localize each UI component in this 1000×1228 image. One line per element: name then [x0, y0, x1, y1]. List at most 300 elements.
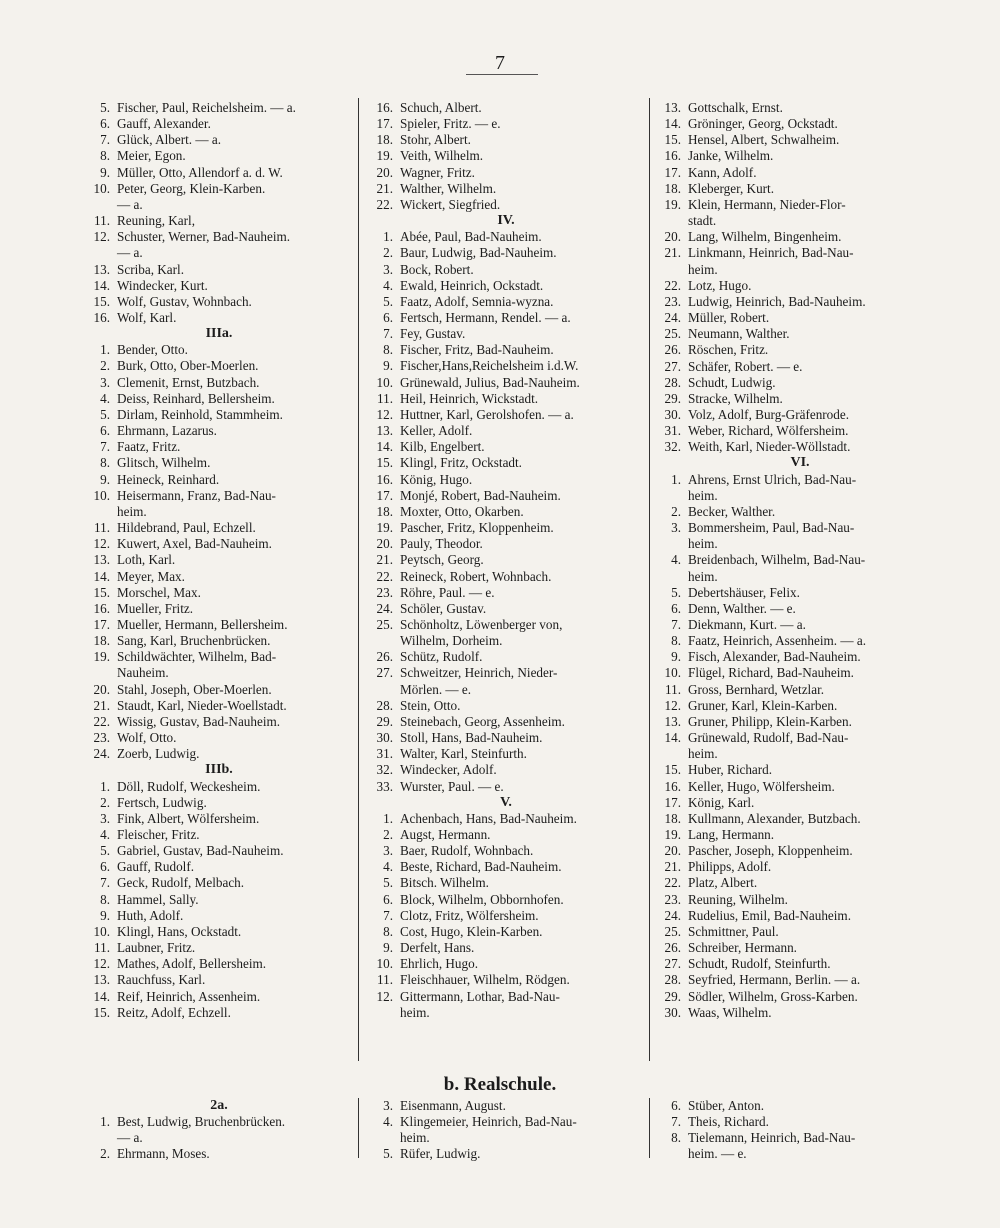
entry-text: Faatz, Adolf, Semnia-wyzna. — [400, 293, 554, 309]
entry-number: 6. — [671, 600, 681, 616]
entry-text: Bock, Robert. — [400, 261, 474, 277]
list-entry — [84, 1146, 354, 1162]
entry-number: 5. — [383, 1146, 393, 1162]
entry-text: Morschel, Max. — [117, 584, 201, 600]
list-entry — [84, 1005, 354, 1021]
entry-number: 4. — [100, 390, 110, 406]
entry-number: 8. — [383, 342, 393, 358]
list-entry — [655, 601, 945, 617]
entry-text: Fertsch, Hermann, Rendel. — a. — [400, 310, 571, 326]
list-entry — [84, 278, 354, 294]
entry-number: 18. — [376, 503, 393, 519]
entry-text: Hildebrand, Paul, Echzell. — [117, 520, 256, 536]
entry-text: Platz, Albert. — [688, 875, 758, 891]
list-entry — [84, 439, 354, 455]
entry-text: Veith, Wilhelm. — [400, 148, 484, 164]
entry-number: 3. — [100, 374, 110, 390]
entry-text: Peytsch, Georg. — [400, 552, 484, 568]
entry-text: Döll, Rudolf, Weckesheim. — [117, 778, 261, 794]
list-entry — [655, 423, 945, 439]
entry-continuation: heim. — [688, 568, 718, 584]
list-entry — [655, 181, 945, 197]
entry-text: Kleberger, Kurt. — [688, 180, 775, 196]
list-entry — [367, 1146, 645, 1162]
entry-number: 15. — [93, 1004, 110, 1020]
entry-text: König, Karl. — [688, 794, 755, 810]
entry-text: Rüfer, Ludwig. — [400, 1146, 481, 1162]
list-entry — [655, 342, 945, 358]
entry-text: Ehrmann, Moses. — [117, 1146, 210, 1162]
entry-continuation: heim. — [400, 1130, 430, 1146]
list-entry — [655, 682, 945, 698]
entry-number: 5. — [671, 584, 681, 600]
entry-text: Schildwächter, Wilhelm, Bad- — [117, 649, 277, 665]
list-entry — [84, 779, 354, 795]
list-entry — [84, 924, 354, 940]
entry-number: 10. — [93, 923, 110, 939]
entry-text: Debertshäuser, Felix. — [688, 584, 800, 600]
entry-continuation: stadt. — [688, 213, 717, 229]
entry-number: 17. — [376, 116, 393, 132]
list-entry — [367, 197, 645, 213]
entry-text: Faatz, Heinrich, Assenheim. — a. — [688, 633, 866, 649]
list-entry — [367, 649, 645, 665]
entry-number: 13. — [376, 423, 393, 439]
entry-number: 22. — [376, 568, 393, 584]
list-entry — [367, 924, 645, 940]
list-entry — [84, 165, 354, 181]
entry-number: 12. — [93, 536, 110, 552]
list-entry — [367, 956, 645, 972]
entry-text: Fink, Albert, Wölfersheim. — [117, 810, 260, 826]
entry-text: Gabriel, Gustav, Bad-Nauheim. — [117, 843, 284, 859]
list-entry — [84, 746, 354, 762]
entry-text: Ehrlich, Hugo. — [400, 956, 479, 972]
entry-number: 13. — [93, 261, 110, 277]
entry-number: 7. — [383, 907, 393, 923]
entry-continuation: Wilhelm, Dorheim. — [400, 633, 503, 649]
entry-number: 32. — [664, 439, 681, 455]
entry-text: Schöler, Gustav. — [400, 600, 487, 616]
entry-number: 3. — [383, 1098, 393, 1113]
list-entry — [655, 100, 945, 116]
entry-text: Glitsch, Wilhelm. — [117, 455, 211, 471]
entry-text: Burk, Otto, Ober-Moerlen. — [117, 358, 259, 374]
entry-number: 33. — [376, 778, 393, 794]
entry-number: 21. — [93, 697, 110, 713]
entry-text: Faatz, Fritz. — [117, 439, 181, 455]
entry-number: 17. — [93, 616, 110, 632]
entry-text: Huth, Adolf. — [117, 907, 184, 923]
list-entry — [655, 294, 945, 310]
entry-number: 29. — [664, 390, 681, 406]
entry-text: Södler, Wilhelm, Gross-Karben. — [688, 988, 858, 1004]
list-entry — [84, 229, 354, 261]
entry-number: 16. — [93, 600, 110, 616]
entry-number: 11. — [94, 940, 110, 956]
list-entry — [655, 116, 945, 132]
entry-text: Schudt, Rudolf, Steinfurth. — [688, 956, 831, 972]
entry-number: 11. — [377, 390, 393, 406]
list-entry — [84, 633, 354, 649]
list-entry — [84, 649, 354, 681]
entry-text: Peter, Georg, Klein-Karben. — [117, 180, 266, 196]
entry-number: 17. — [664, 164, 681, 180]
entry-number: 2. — [100, 794, 110, 810]
realschule-divider-1 — [358, 1098, 359, 1158]
entry-number: 16. — [664, 778, 681, 794]
entry-number: 20. — [93, 681, 110, 697]
entry-continuation: heim. — e. — [688, 1146, 747, 1162]
entry-number: 11. — [665, 681, 681, 697]
entry-text: Laubner, Fritz. — [117, 940, 196, 956]
entry-number: 10. — [93, 487, 110, 503]
entry-number: 20. — [664, 843, 681, 859]
entry-text: Pauly, Theodor. — [400, 536, 483, 552]
entry-number: 23. — [93, 730, 110, 746]
entry-number: 9. — [100, 471, 110, 487]
entry-number: 11. — [94, 213, 110, 229]
list-entry — [84, 488, 354, 520]
entry-number: 24. — [376, 600, 393, 616]
entry-text: Hensel, Albert, Schwalheim. — [688, 132, 840, 148]
entry-text: Reitz, Adolf, Echzell. — [117, 1004, 231, 1020]
entry-text: Sang, Karl, Bruchenbrücken. — [117, 633, 271, 649]
entry-text: Geck, Rudolf, Melbach. — [117, 875, 245, 891]
entry-text: Stein, Otto. — [400, 697, 461, 713]
entry-number: 8. — [100, 148, 110, 164]
entry-number: 8. — [100, 455, 110, 471]
entry-number: 15. — [664, 762, 681, 778]
entry-number: 7. — [671, 1114, 681, 1130]
list-entry — [84, 714, 354, 730]
list-entry — [655, 875, 945, 891]
list-entry — [655, 779, 945, 795]
list-entry — [367, 1114, 645, 1146]
entry-text: Heil, Heinrich, Wickstadt. — [400, 390, 539, 406]
class-heading: IIIb. — [205, 762, 233, 778]
class-heading: VI. — [790, 455, 810, 471]
entry-number: 24. — [664, 907, 681, 923]
entry-continuation: — a. — [117, 245, 143, 261]
class-heading: IV. — [497, 213, 515, 229]
entry-number: 25. — [664, 326, 681, 342]
list-entry — [367, 358, 645, 374]
entry-number: 2. — [383, 827, 393, 842]
entry-text: Fischer,Hans,Reichelsheim i.d.W. — [400, 358, 579, 374]
entry-number: 15. — [93, 293, 110, 309]
entry-continuation: Nauheim. — [117, 665, 169, 681]
entry-text: Volz, Adolf, Burg-Gräfenrode. — [688, 406, 850, 422]
entry-number: 2. — [100, 358, 110, 374]
entry-text: Pascher, Joseph, Kloppenheim. — [688, 843, 853, 859]
page-number: 7 — [495, 52, 505, 74]
list-entry — [84, 455, 354, 471]
list-entry — [655, 148, 945, 164]
entry-number: 26. — [664, 940, 681, 956]
list-entry — [84, 989, 354, 1005]
list-entry — [367, 875, 645, 891]
entry-number: 13. — [93, 972, 110, 988]
entry-text: Gross, Bernhard, Wetzlar. — [688, 681, 825, 697]
entry-text: Ahrens, Ernst Ulrich, Bad-Nau- — [688, 471, 857, 487]
entry-text: Clotz, Fritz, Wölfersheim. — [400, 907, 539, 923]
entry-text: Diekmann, Kurt. — a. — [688, 616, 806, 632]
list-entry — [655, 1005, 945, 1021]
list-entry — [84, 859, 354, 875]
entry-text: Clemenit, Ernst, Butzbach. — [117, 374, 260, 390]
entry-text: Keller, Adolf. — [400, 423, 473, 439]
entry-number: 3. — [383, 261, 393, 277]
entry-number: 1. — [383, 810, 393, 826]
entry-text: Waas, Wilhelm. — [688, 1004, 772, 1020]
entry-number: 3. — [100, 810, 110, 826]
entry-number: 19. — [376, 148, 393, 164]
list-entry — [655, 940, 945, 956]
entry-number: 25. — [376, 616, 393, 632]
list-entry — [367, 552, 645, 568]
list-entry — [367, 536, 645, 552]
entry-text: Mueller, Fritz. — [117, 600, 194, 616]
entry-continuation: heim. — [688, 487, 718, 503]
list-entry — [655, 649, 945, 665]
entry-number: 19. — [376, 520, 393, 536]
entry-text: Meier, Egon. — [117, 148, 186, 164]
list-entry — [367, 132, 645, 148]
entry-text: Becker, Walther. — [688, 503, 776, 519]
list-entry — [84, 423, 354, 439]
entry-text: Schmittner, Paul. — [688, 923, 779, 939]
entry-text: Fertsch, Ludwig. — [117, 794, 207, 810]
entry-number: 4. — [383, 859, 393, 875]
entry-number: 19. — [664, 827, 681, 843]
entry-text: Windecker, Kurt. — [117, 277, 208, 293]
entry-text: Flügel, Richard, Bad-Nauheim. — [688, 665, 854, 681]
realschule-column-1 — [84, 1098, 354, 1163]
entry-text: Dirlam, Reinhold, Stammheim. — [117, 406, 283, 422]
list-entry — [367, 262, 645, 278]
list-entry — [655, 504, 945, 520]
entry-continuation: heim. — [688, 261, 718, 277]
class-heading: V. — [500, 794, 512, 810]
entry-text: Lotz, Hugo. — [688, 277, 752, 293]
entry-number: 4. — [671, 552, 681, 568]
list-entry — [655, 326, 945, 342]
entry-number: 1. — [100, 342, 110, 358]
list-entry — [655, 811, 945, 827]
entry-text: Augst, Hermann. — [400, 827, 491, 842]
list-entry — [655, 730, 945, 762]
entry-text: Stohr, Albert. — [400, 132, 471, 148]
entry-text: Fey, Gustav. — [400, 326, 466, 342]
entry-number: 6. — [100, 423, 110, 439]
entry-number: 9. — [100, 907, 110, 923]
entry-number: 16. — [664, 148, 681, 164]
entry-text: Gottschalk, Ernst. — [688, 100, 783, 115]
list-entry — [84, 617, 354, 633]
entry-text: Röhre, Paul. — e. — [400, 584, 495, 600]
entry-continuation: — a. — [117, 196, 143, 212]
list-entry — [84, 585, 354, 601]
entry-number: 8. — [671, 1130, 681, 1146]
list-entry — [84, 843, 354, 859]
entry-text: Bender, Otto. — [117, 342, 188, 358]
entry-text: Gröninger, Georg, Ockstadt. — [688, 116, 838, 132]
list-entry — [655, 714, 945, 730]
entry-number: 19. — [664, 196, 681, 212]
list-entry — [367, 940, 645, 956]
list-entry — [367, 504, 645, 520]
entry-number: 31. — [664, 423, 681, 439]
list-entry — [655, 359, 945, 375]
list-entry — [655, 827, 945, 843]
entry-number: 5. — [383, 293, 393, 309]
list-entry — [367, 569, 645, 585]
list-entry — [655, 552, 945, 584]
entry-text: Walther, Wilhelm. — [400, 180, 497, 196]
entry-text: Gruner, Karl, Klein-Karben. — [688, 697, 838, 713]
list-entry — [367, 730, 645, 746]
entry-text: Schäfer, Robert. — e. — [688, 358, 803, 374]
list-entry — [655, 278, 945, 294]
entry-number: 6. — [383, 310, 393, 326]
entry-text: Staudt, Karl, Nieder-Woellstadt. — [117, 697, 287, 713]
entry-number: 21. — [376, 180, 393, 196]
list-entry — [655, 924, 945, 940]
entry-number: 27. — [376, 665, 393, 681]
entry-number: 10. — [664, 665, 681, 681]
entry-number: 1. — [671, 471, 681, 487]
entry-text: Stoll, Hans, Bad-Nauheim. — [400, 730, 543, 746]
entry-number: 2. — [383, 245, 393, 261]
list-entry — [655, 633, 945, 649]
list-entry — [367, 843, 645, 859]
list-entry — [655, 843, 945, 859]
column-2 — [367, 100, 645, 1021]
entry-text: Röschen, Fritz. — [688, 342, 769, 358]
entry-text: Fischer, Paul, Reichelsheim. — a. — [117, 100, 296, 115]
entry-number: 12. — [93, 956, 110, 972]
list-entry — [84, 827, 354, 843]
entry-number: 4. — [100, 827, 110, 842]
entry-text: Wolf, Gustav, Wohnbach. — [117, 293, 252, 309]
list-entry — [84, 601, 354, 617]
list-entry — [367, 585, 645, 601]
entry-number: 3. — [383, 843, 393, 859]
entry-text: Lang, Wilhelm, Bingenheim. — [688, 229, 842, 245]
list-entry — [655, 989, 945, 1005]
entry-number: 22. — [664, 875, 681, 891]
list-entry — [655, 908, 945, 924]
entry-number: 5. — [100, 100, 110, 115]
list-entry — [367, 100, 645, 116]
list-entry — [84, 569, 354, 585]
list-entry — [84, 940, 354, 956]
list-entry — [655, 391, 945, 407]
list-entry — [655, 617, 945, 633]
list-entry — [655, 956, 945, 972]
list-entry — [84, 407, 354, 423]
list-entry — [367, 811, 645, 827]
list-entry — [84, 213, 354, 229]
list-entry — [655, 795, 945, 811]
entry-text: Spieler, Fritz. — e. — [400, 116, 501, 132]
entry-text: Gauff, Rudolf. — [117, 859, 195, 875]
entry-text: Mueller, Hermann, Bellersheim. — [117, 616, 288, 632]
entry-continuation: heim. — [688, 536, 718, 552]
entry-number: 14. — [664, 116, 681, 132]
entry-text: Theis, Richard. — [688, 1114, 769, 1130]
entry-text: Wissig, Gustav, Bad-Nauheim. — [117, 713, 281, 729]
list-entry — [367, 181, 645, 197]
entry-text: Stahl, Joseph, Ober-Moerlen. — [117, 681, 272, 697]
entry-text: Denn, Walther. — e. — [688, 600, 796, 616]
list-entry — [367, 908, 645, 924]
list-entry — [367, 342, 645, 358]
list-entry — [655, 1130, 945, 1162]
entry-text: Bommersheim, Paul, Bad-Nau- — [688, 520, 855, 536]
entry-text: Scriba, Karl. — [117, 261, 185, 277]
entry-text: Moxter, Otto, Okarben. — [400, 503, 524, 519]
list-entry — [367, 989, 645, 1021]
entry-number: 9. — [383, 940, 393, 956]
list-entry — [655, 1114, 945, 1130]
list-entry — [84, 100, 354, 116]
list-entry — [84, 181, 354, 213]
entry-number: 16. — [376, 471, 393, 487]
entry-number: 14. — [376, 439, 393, 455]
entry-number: 17. — [664, 794, 681, 810]
list-entry — [655, 407, 945, 423]
entry-text: Kann, Adolf. — [688, 164, 757, 180]
list-entry — [655, 892, 945, 908]
entry-number: 30. — [664, 406, 681, 422]
entry-text: Huber, Richard. — [688, 762, 773, 778]
entry-number: 23. — [376, 584, 393, 600]
list-entry — [84, 310, 354, 326]
entry-number: 27. — [664, 358, 681, 374]
entry-number: 15. — [664, 132, 681, 148]
entry-text: Grünewald, Julius, Bad-Nauheim. — [400, 374, 580, 390]
entry-text: Ewald, Heinrich, Ockstadt. — [400, 277, 544, 293]
entry-text: Kullmann, Alexander, Butzbach. — [688, 810, 861, 826]
list-entry — [84, 698, 354, 714]
entry-text: Müller, Otto, Allendorf a. d. W. — [117, 164, 283, 180]
list-entry — [84, 956, 354, 972]
entry-text: Baer, Rudolf, Wohnbach. — [400, 843, 534, 859]
entry-number: 29. — [664, 988, 681, 1004]
entry-text: Fisch, Alexander, Bad-Nauheim. — [688, 649, 861, 665]
entry-text: Cost, Hugo, Klein-Karben. — [400, 923, 543, 939]
entry-text: Eisenmann, August. — [400, 1098, 506, 1113]
list-entry — [84, 875, 354, 891]
list-entry — [367, 488, 645, 504]
list-entry — [655, 132, 945, 148]
entry-number: 23. — [664, 293, 681, 309]
entry-number: 18. — [664, 180, 681, 196]
entry-number: 12. — [664, 697, 681, 713]
entry-text: Gittermann, Lothar, Bad-Nau- — [400, 988, 560, 1004]
entry-number: 28. — [664, 972, 681, 988]
entry-text: Schudt, Ludwig. — [688, 374, 776, 390]
entry-number: 18. — [376, 132, 393, 148]
column-divider-2 — [649, 98, 650, 1061]
list-entry — [367, 310, 645, 326]
realschule-divider-2 — [649, 1098, 650, 1158]
entry-text: Pascher, Fritz, Kloppenheim. — [400, 520, 554, 536]
list-entry — [84, 682, 354, 698]
entry-text: Schuch, Albert. — [400, 100, 482, 115]
